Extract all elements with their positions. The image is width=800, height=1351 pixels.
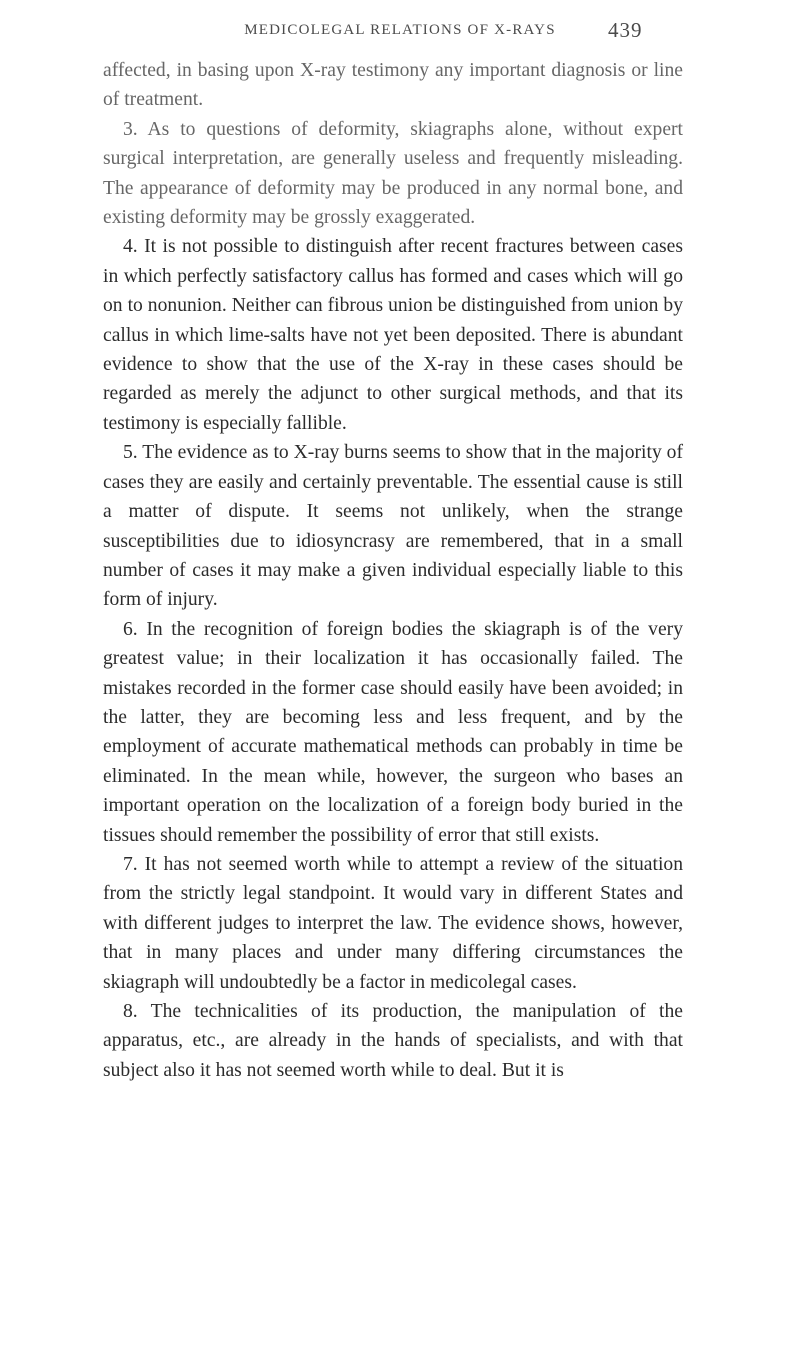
paragraph-6: 6. In the recognition of foreign bodies the skiagraph is of the very greatest value; in their localization it has occasionally failed. The mistakes recorded in the former case should easily have been avoided; in the latter, they are becoming less and less frequent, and by the employment of accurate mathematical methods can probably in time be eliminated. In the mean while, however, the surgeon who bases an important operation on the localization of a foreign body buried in the tissues should remember the possibility of error that still exists. — [103, 618, 683, 846]
paragraph-5: 5. The evidence as to X-ray burns seems to show that in the majority of cases they are easily and certainly preventable. The essential cause is still a matter of dispute. It seems not unlikely, when the strange susceptibilities due to idiosyncrasy are remembered, that in a small number of cases it may make a given individual especially liable to this form of injury. — [103, 442, 683, 611]
paragraph-3: 3. As to questions of deformity, skiagraphs alone, without expert surgical interpretation, are generally useless and frequently misleading. The appearance of deformity may be produced in any normal bone, and existing deformity may be grossly exaggerated. — [103, 118, 683, 229]
running-title: MEDICOLEGAL RELATIONS OF X-RAYS — [244, 22, 556, 38]
paragraph-4: 4. It is not possible to distinguish after recent fractures between cases in which perfectly satisfactory callus has formed and cases which will go on to nonunion. Neither can fibrous union be distinguished from union by callus in which lime-salts have not yet been deposited. There is abundant evidence to show that the use of the X-ray in these cases should be regarded as merely the adjunct to other surgical methods, and that its testimony is especially fallible. — [103, 236, 683, 434]
paragraph-8: 8. The technicalities of its production, the manipulation of the apparatus, etc., are already in the hands of specialists, and with that subject also it has not seemed worth while to deal. But it is — [103, 1001, 683, 1081]
paragraph-7: 7. It has not seemed worth while to attempt a review of the situation from the strictly legal standpoint. It would vary in different States and with different judges to interpret the law. The evidence shows, however, that in many places and under many differing circumstances the skiagraph will undoubtedly be a factor in medicolegal cases. — [103, 853, 683, 993]
paragraph-continuation: affected, in basing upon X-ray testimony any important diagnosis or line of treatment. — [103, 60, 683, 111]
body-text — [103, 56, 683, 1085]
page-number: 439 — [608, 18, 643, 42]
running-head — [0, 18, 800, 48]
